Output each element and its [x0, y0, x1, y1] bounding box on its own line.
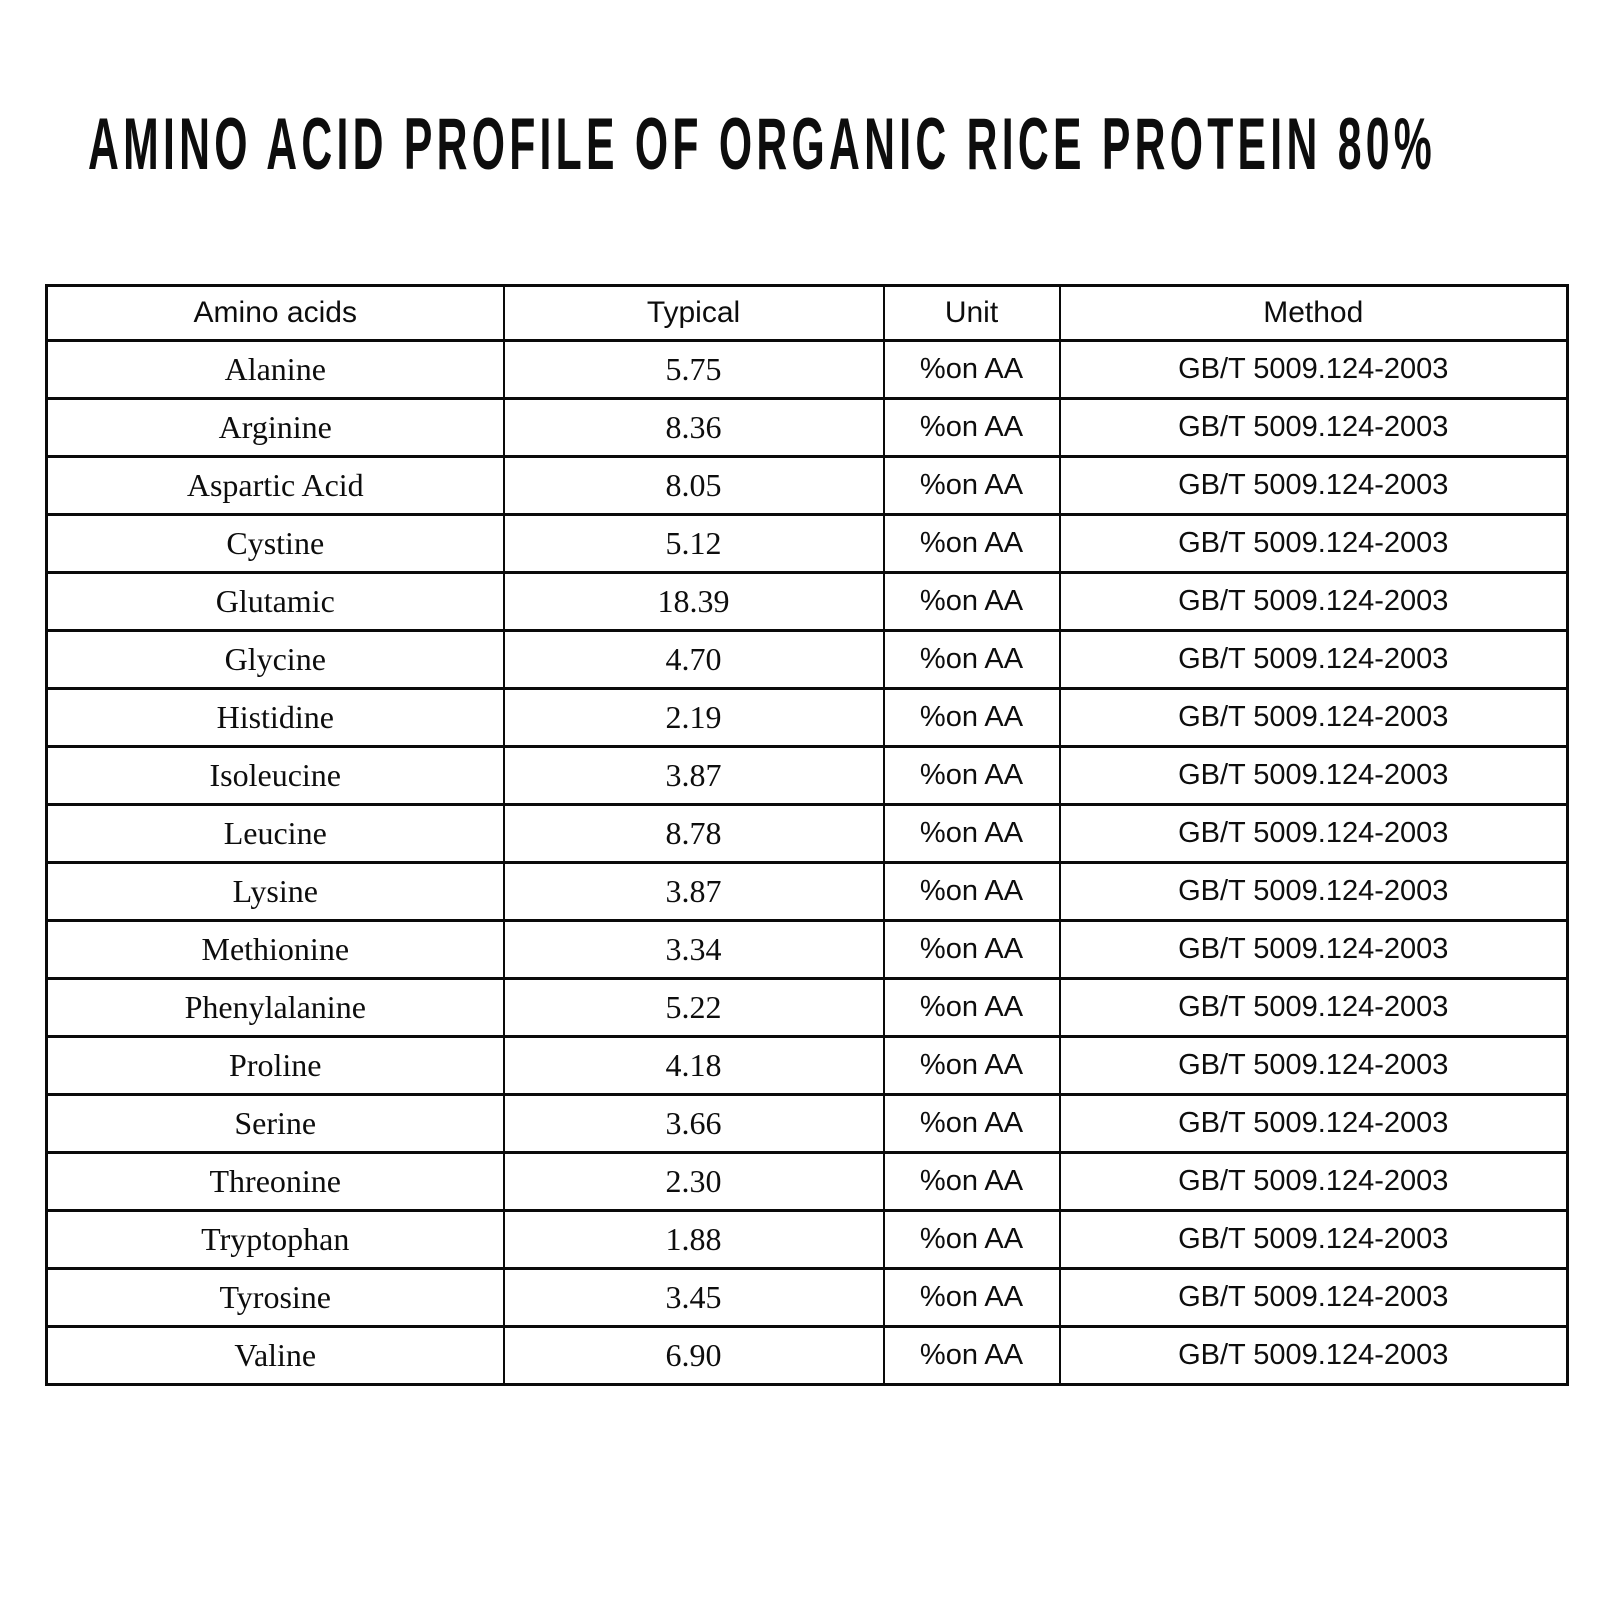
cell-method: GB/T 5009.124-2003 — [1060, 573, 1568, 631]
cell-method: GB/T 5009.124-2003 — [1060, 1211, 1568, 1269]
cell-typical-value: 4.70 — [504, 631, 884, 689]
table-row — [47, 573, 1568, 631]
cell-unit: %on AA — [884, 979, 1060, 1037]
cell-method: GB/T 5009.124-2003 — [1060, 1327, 1568, 1385]
table-row — [47, 863, 1568, 921]
cell-typical-value: 5.75 — [504, 341, 884, 399]
cell-typical-value: 6.90 — [504, 1327, 884, 1385]
column-header-unit: Unit — [884, 286, 1060, 341]
cell-typical-value: 2.30 — [504, 1153, 884, 1211]
cell-typical-value: 18.39 — [504, 573, 884, 631]
cell-amino-acid-name: Serine — [47, 1095, 504, 1153]
cell-amino-acid-name: Glutamic — [47, 573, 504, 631]
cell-typical-value: 1.88 — [504, 1211, 884, 1269]
cell-amino-acid-name: Tyrosine — [47, 1269, 504, 1327]
cell-unit: %on AA — [884, 689, 1060, 747]
cell-unit: %on AA — [884, 863, 1060, 921]
cell-method: GB/T 5009.124-2003 — [1060, 1095, 1568, 1153]
table-row — [47, 515, 1568, 573]
table-row — [47, 805, 1568, 863]
cell-unit: %on AA — [884, 631, 1060, 689]
cell-amino-acid-name: Proline — [47, 1037, 504, 1095]
cell-amino-acid-name: Leucine — [47, 805, 504, 863]
cell-amino-acid-name: Aspartic Acid — [47, 457, 504, 515]
cell-unit: %on AA — [884, 1037, 1060, 1095]
cell-typical-value: 4.18 — [504, 1037, 884, 1095]
cell-typical-value: 8.05 — [504, 457, 884, 515]
table-row — [47, 631, 1568, 689]
column-header-typical: Typical — [504, 286, 884, 341]
cell-typical-value: 8.78 — [504, 805, 884, 863]
cell-unit: %on AA — [884, 1153, 1060, 1211]
cell-amino-acid-name: Valine — [47, 1327, 504, 1385]
cell-method: GB/T 5009.124-2003 — [1060, 631, 1568, 689]
cell-typical-value: 3.45 — [504, 1269, 884, 1327]
cell-unit: %on AA — [884, 1211, 1060, 1269]
cell-typical-value: 5.22 — [504, 979, 884, 1037]
cell-method: GB/T 5009.124-2003 — [1060, 921, 1568, 979]
cell-method: GB/T 5009.124-2003 — [1060, 1269, 1568, 1327]
table-row — [47, 1153, 1568, 1211]
cell-method: GB/T 5009.124-2003 — [1060, 341, 1568, 399]
cell-amino-acid-name: Arginine — [47, 399, 504, 457]
cell-unit: %on AA — [884, 457, 1060, 515]
cell-amino-acid-name: Histidine — [47, 689, 504, 747]
table-row — [47, 457, 1568, 515]
cell-amino-acid-name: Phenylalanine — [47, 979, 504, 1037]
cell-method: GB/T 5009.124-2003 — [1060, 747, 1568, 805]
column-header-method: Method — [1060, 286, 1568, 341]
cell-amino-acid-name: Cystine — [47, 515, 504, 573]
cell-unit: %on AA — [884, 747, 1060, 805]
cell-method: GB/T 5009.124-2003 — [1060, 979, 1568, 1037]
table-row — [47, 1211, 1568, 1269]
cell-unit: %on AA — [884, 515, 1060, 573]
cell-method: GB/T 5009.124-2003 — [1060, 399, 1568, 457]
amino-acid-table — [45, 284, 1569, 1386]
cell-method: GB/T 5009.124-2003 — [1060, 863, 1568, 921]
cell-amino-acid-name: Threonine — [47, 1153, 504, 1211]
table-row — [47, 341, 1568, 399]
cell-typical-value: 5.12 — [504, 515, 884, 573]
cell-method: GB/T 5009.124-2003 — [1060, 515, 1568, 573]
table-row — [47, 921, 1568, 979]
cell-unit: %on AA — [884, 399, 1060, 457]
table-row — [47, 747, 1568, 805]
cell-method: GB/T 5009.124-2003 — [1060, 457, 1568, 515]
cell-unit: %on AA — [884, 805, 1060, 863]
column-header-amino-acids: Amino acids — [47, 286, 504, 341]
table-row — [47, 1037, 1568, 1095]
cell-method: GB/T 5009.124-2003 — [1060, 689, 1568, 747]
cell-typical-value: 3.87 — [504, 747, 884, 805]
cell-typical-value: 2.19 — [504, 689, 884, 747]
cell-amino-acid-name: Alanine — [47, 341, 504, 399]
table-row — [47, 1327, 1568, 1385]
table-row — [47, 689, 1568, 747]
table-row — [47, 979, 1568, 1037]
table-header-row — [47, 286, 1568, 341]
cell-typical-value: 3.87 — [504, 863, 884, 921]
cell-unit: %on AA — [884, 573, 1060, 631]
table-row — [47, 1269, 1568, 1327]
cell-typical-value: 8.36 — [504, 399, 884, 457]
cell-method: GB/T 5009.124-2003 — [1060, 1153, 1568, 1211]
cell-amino-acid-name: Lysine — [47, 863, 504, 921]
table-row — [47, 399, 1568, 457]
cell-unit: %on AA — [884, 341, 1060, 399]
cell-amino-acid-name: Glycine — [47, 631, 504, 689]
cell-amino-acid-name: Isoleucine — [47, 747, 504, 805]
cell-typical-value: 3.66 — [504, 1095, 884, 1153]
cell-unit: %on AA — [884, 1095, 1060, 1153]
table-row — [47, 1095, 1568, 1153]
cell-method: GB/T 5009.124-2003 — [1060, 805, 1568, 863]
cell-method: GB/T 5009.124-2003 — [1060, 1037, 1568, 1095]
page-title: AMINO ACID PROFILE OF ORGANIC RICE PROTEIN 80% — [88, 104, 1436, 185]
cell-unit: %on AA — [884, 1327, 1060, 1385]
cell-unit: %on AA — [884, 1269, 1060, 1327]
cell-unit: %on AA — [884, 921, 1060, 979]
cell-amino-acid-name: Tryptophan — [47, 1211, 504, 1269]
cell-amino-acid-name: Methionine — [47, 921, 504, 979]
cell-typical-value: 3.34 — [504, 921, 884, 979]
